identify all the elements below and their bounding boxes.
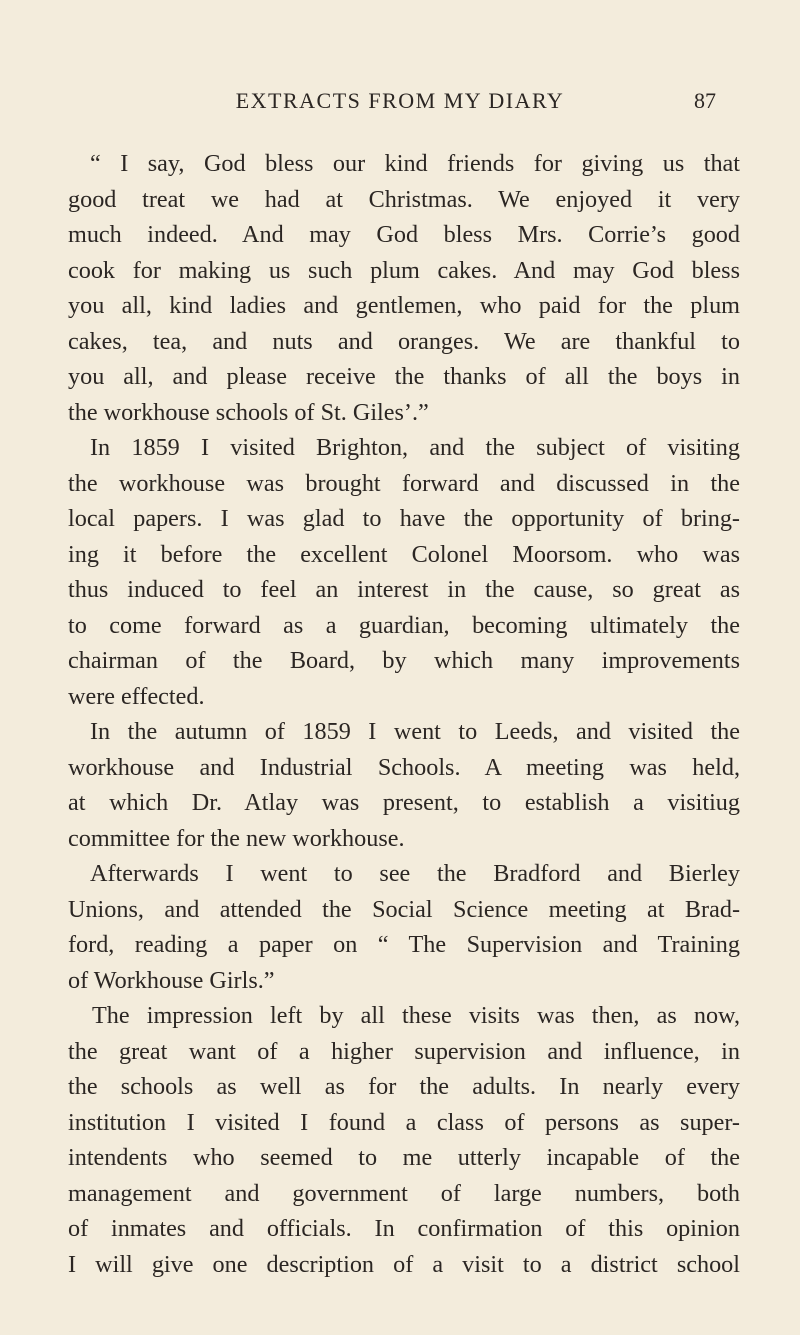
text-line: to come forward as a guardian, becoming ultimately the xyxy=(68,611,740,639)
text-line: were effected. xyxy=(68,682,205,710)
text-line: In the autumn of 1859 I went to Leeds, and visited the xyxy=(90,718,740,745)
paragraph-leeds xyxy=(68,714,740,856)
running-head xyxy=(0,88,800,118)
paragraph-brighton xyxy=(68,430,740,714)
text-line: you all, and please receive the thanks of all the boys in xyxy=(68,363,740,390)
text-line: institution I visited I found a class of persons as super- xyxy=(68,1108,740,1136)
text-line: good treat we had at Christmas. We enjoyed it very xyxy=(68,185,740,213)
text-line: I will give one description of a visit to a district school xyxy=(68,1250,740,1278)
text-line: Unions, and attended the Social Science meeting at Brad- xyxy=(68,895,740,923)
text-line: at which Dr. Atlay was present, to establish a visitiug xyxy=(68,789,740,816)
text-line: “ I say, God bless our kind friends for giving us that xyxy=(90,150,740,177)
running-title: EXTRACTS FROM MY DIARY xyxy=(235,88,565,113)
text-line: the schools as well as for the adults. In nearly every xyxy=(68,1073,740,1100)
text-line: much indeed. And may God bless Mrs. Corrie’s good xyxy=(68,221,740,248)
text-line: of Workhouse Girls.” xyxy=(68,966,275,994)
text-line: you all, kind ladies and gentlemen, who paid for the plum xyxy=(68,292,740,319)
body-text xyxy=(68,146,740,1282)
text-line: intendents who seemed to me utterly incapable of the xyxy=(68,1144,740,1171)
text-line: ing it before the excellent Colonel Moorsom. who was xyxy=(68,540,740,568)
text-line: ford, reading a paper on “ The Supervision and Training xyxy=(68,931,740,958)
paragraph-letter-quote xyxy=(68,146,740,430)
text-line: workhouse and Industrial Schools. A meeting was held, xyxy=(68,753,740,781)
text-line: Afterwards I went to see the Bradford and Bierley xyxy=(90,860,740,887)
text-line: the workhouse was brought forward and discussed in the xyxy=(68,469,740,497)
text-line: committee for the new workhouse. xyxy=(68,824,405,852)
text-line: cook for making us such plum cakes. And may God bless xyxy=(68,256,740,284)
text-line: management and government of large numbers, both xyxy=(68,1179,740,1207)
text-line: thus induced to feel an interest in the cause, so great as xyxy=(68,576,740,603)
text-line: The impression left by all these visits was then, as now, xyxy=(92,1002,740,1029)
text-line: In 1859 I visited Brighton, and the subject of visiting xyxy=(90,434,740,461)
text-line: local papers. I was glad to have the opportunity of bring- xyxy=(68,505,740,532)
page-number: 87 xyxy=(694,88,716,113)
text-line: the great want of a higher supervision and influence, in xyxy=(68,1037,740,1065)
paragraph-bradford xyxy=(68,856,740,998)
text-line: the workhouse schools of St. Giles’.” xyxy=(68,398,429,426)
text-line: chairman of the Board, by which many improvements xyxy=(68,647,740,674)
paragraph-impression xyxy=(68,998,740,1282)
text-line: of inmates and officials. In confirmation of this opinion xyxy=(68,1215,740,1242)
text-line: cakes, tea, and nuts and oranges. We are thankful to xyxy=(68,327,740,355)
